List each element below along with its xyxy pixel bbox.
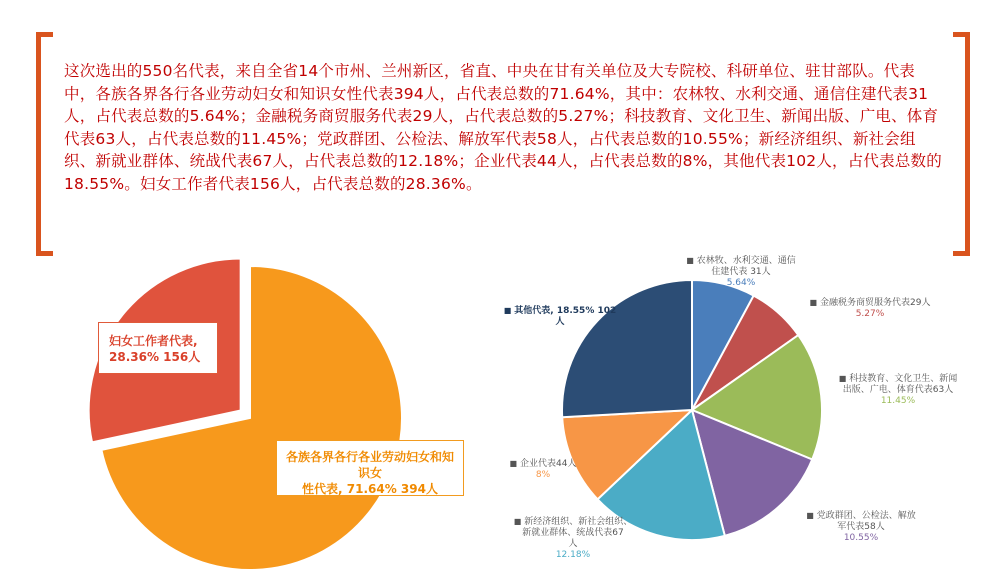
label-line [500, 305, 620, 328]
label-line [508, 458, 578, 470]
enterprise-label [508, 458, 578, 481]
new-economy-label [508, 516, 638, 561]
label-text: 军代表58人 [837, 522, 885, 532]
finance-trade-label [800, 297, 940, 320]
frame-right-bracket [953, 32, 970, 256]
all-callout-line-1: 各族各界各行各业劳动妇女和知识女 [285, 450, 454, 480]
all-callout-line-2: 性代表, 71.64% 394人 [302, 482, 438, 496]
women-callout-line-2: 28.36% 156人 [109, 350, 201, 364]
label-text: 人 [568, 539, 578, 549]
all-sectors-callout [276, 440, 464, 496]
label-text: 新就业群体、统战代表67 [522, 528, 624, 538]
label-line [828, 385, 968, 396]
label-text: 8% [535, 470, 551, 480]
label-line [686, 278, 796, 289]
women-share-pie-chart [80, 258, 480, 576]
label-text: 企业代表44人 [520, 459, 577, 469]
label-text: 12.18% [555, 550, 591, 560]
label-text: 农林牧、水利交通、通信 [696, 256, 796, 266]
label-line [796, 533, 926, 544]
label-line [508, 550, 638, 561]
label-line [508, 470, 578, 481]
label-text: 5.27% [855, 309, 885, 319]
women-callout-line-1: 妇女工作者代表, [109, 334, 198, 348]
label-line [796, 510, 926, 522]
label-text: 科技教育、文化卫生、新闻 [849, 374, 958, 384]
other-label [500, 305, 620, 328]
legend-swatch-icon: ■ [509, 459, 518, 468]
label-line [686, 255, 796, 267]
label-line [800, 297, 940, 309]
legend-swatch-icon: ■ [503, 306, 512, 315]
label-line [796, 522, 926, 533]
women-workers-callout [98, 322, 218, 374]
label-text: 其他代表, 18.55% 102人 [514, 306, 617, 327]
legend-swatch-icon: ■ [809, 298, 818, 307]
label-line [508, 516, 638, 528]
frame-left-bracket [36, 32, 53, 256]
label-line [686, 267, 796, 278]
label-line [508, 539, 638, 550]
legend-swatch-icon: ■ [513, 517, 522, 526]
label-text: 新经济组织、新社会组织、 [524, 517, 633, 527]
label-text: 11.45% [880, 396, 916, 406]
label-line [828, 373, 968, 385]
label-text: 党政群团、公检法、解放 [816, 511, 916, 521]
legend-swatch-icon: ■ [686, 256, 694, 265]
other-slice [562, 280, 692, 417]
label-text: 10.55% [843, 533, 879, 543]
label-text: 出版、广电、体育代表63人 [842, 385, 954, 395]
label-line [800, 309, 940, 320]
label-text: 住建代表 31人 [711, 267, 771, 277]
intro-paragraph: 这次选出的550名代表，来自全省14个市州、兰州新区，省直、中央在甘有关单位及大专院校、科研单位、驻甘部队。代表中，各族各界各行各业劳动妇女和知识女性代表394人，占代表总数的71.64%，其中：农林牧、水利交通、通信住建代表31人，占代表总数的5.64%；金融税务商贸服务代表29人，占代表总数的5.27%；科技教育、文化卫生、新闻出版、广电、体育代表63人，占代表总数的11.45%；党政群团、公检法、解放军代表58人，占代表总数的10.55%；新经济组织、新社会组织、新就业群体、统战代表67人，占代表总数的12.18%；企业代表44人，占代表总数的8%，其他代表102人，占代表总数的18.55%。妇女工作者代表156人，占代表总数的28.36%。 [64, 62, 942, 193]
label-text: 5.64% [726, 278, 756, 288]
label-text: 金融税务商贸服务代表29人 [820, 298, 931, 308]
legend-swatch-icon: ■ [806, 511, 814, 520]
label-line [508, 528, 638, 539]
agri-transport-label [686, 255, 796, 289]
legend-swatch-icon: ■ [838, 374, 847, 383]
label-line [828, 396, 968, 407]
sci-edu-culture-label [828, 373, 968, 407]
party-law-army-label [796, 510, 926, 544]
